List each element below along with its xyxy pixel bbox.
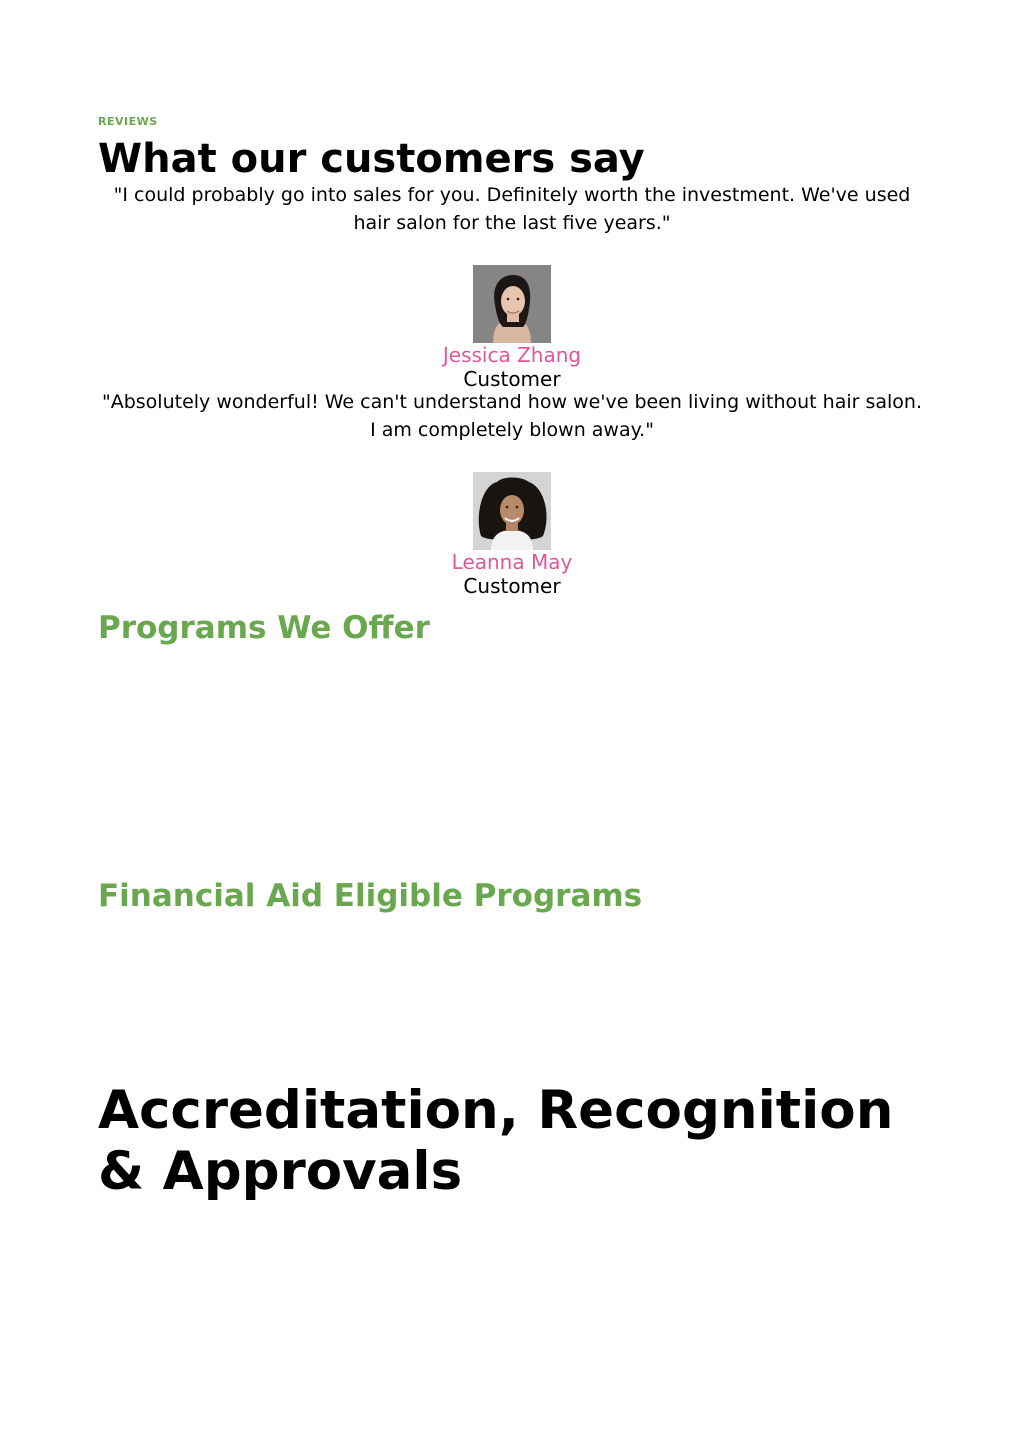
person-portrait-icon xyxy=(473,472,551,550)
testimonial-card xyxy=(98,181,926,391)
testimonial-author-role: Customer xyxy=(463,574,561,598)
testimonial-author-role: Customer xyxy=(463,367,561,391)
avatar xyxy=(473,265,551,343)
testimonial-quote: "I could probably go into sales for you. Definitely worth the investment. We've used hair salon for the last five years." xyxy=(113,184,911,234)
person-portrait-icon xyxy=(473,265,551,343)
programs-title: Programs We Offer xyxy=(98,610,430,646)
accreditation-title: Accreditation, Recognition & Approvals xyxy=(98,1080,894,1202)
avatar xyxy=(473,472,551,550)
reviews-title: What our customers say xyxy=(98,136,645,182)
testimonial-card xyxy=(98,388,926,598)
testimonial-author-name: Leanna May xyxy=(451,550,573,574)
financial-aid-title: Financial Aid Eligible Programs xyxy=(98,878,643,914)
testimonial-author-name: Jessica Zhang xyxy=(442,343,582,367)
testimonial-quote: "Absolutely wonderful! We can't understand how we've been living without hair salon. I am completely blown away." xyxy=(101,391,923,441)
section-eyebrow: REVIEWS xyxy=(98,115,158,128)
